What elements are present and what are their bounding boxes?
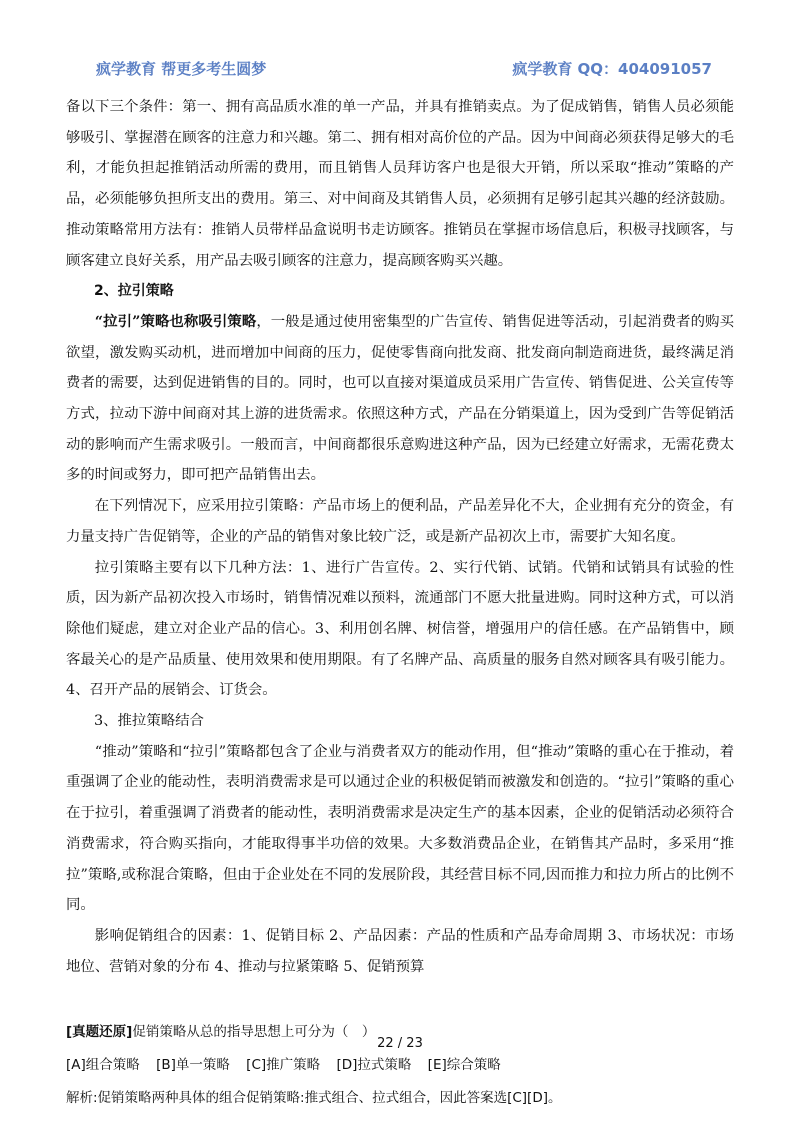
section-heading-pull-strategy: 2、拉引策略: [94, 283, 174, 300]
paragraph-pull-conditions: 在下列情况下，应采用拉引策略：产品市场上的便利品，产品差异化不大，企业拥有充分的资金，有力量支持广告促销等，企业的产品的销售对象比较广泛，或是新产品初次上市，需要扩大知名度。: [66, 498, 734, 545]
section-heading-push-pull: 3、推拉策略结合: [94, 713, 204, 730]
question-options: [66, 1049, 734, 1082]
option-b: [B]单一策略: [156, 1057, 230, 1074]
paragraph-influence-factors: 影响促销组合的因素：1、促销目标 2、产品因素：产品的性质和产品寿命周期 3、市场状况：市场地位、营销对象的分布 4、推动与拉紧策略 5、促销预算: [66, 927, 734, 975]
option-c: [C]推广策略: [246, 1057, 321, 1074]
page-number: 22 / 23: [377, 1036, 423, 1051]
paragraph-pull-methods: 拉引策略主要有以下几种方法：1、进行广告宣传。2、实行代销、试销。代销和试销具有试验的性质，因为新产品初次投入市场时，销售情况难以预料，流通部门不愿大批量进购。同时这种方式，可以消除他们疑虑，建立对企业产品的信心。3、利用创名牌、树信誉，增强用户的信任感。在产品销售中，顾客最关心的是产品质量、使用效果和使用期限。有了名牌产品、高质量的服务自然对顾客具有吸引能力。4、召开产品的展销会、订货会。: [66, 559, 734, 699]
question-tag: [真题还原]: [66, 1024, 133, 1041]
paragraph-push-pull-combination: “推动”策略和“拉引”策略都包含了企业与消费者双方的能动作用，但“推动”策略的重心在于推动，着重强调了企业的能动性，表明消费需求是可以通过企业的积极促销而被激发和创造的。“拉引”策略的重心在于拉引，着重强调了消费者的能动性，表明消费需求是决定生产的基本因素，企业的促销活动必须符合消费需求，符合购买指向，才能取得事半功倍的效果。大多数消费品企业，在销售其产品时，多采用“推拉”策略,或称混合策略，但由于企业处在不同的发展阶段，其经营目标不同,因而推力和拉力所占的比例不同。: [66, 743, 734, 914]
page-header: [0, 58, 800, 82]
spacer: [66, 982, 734, 1016]
paragraph-pull-definition: [66, 307, 734, 491]
body-content: [66, 92, 734, 1115]
paragraph-push-conditions: 备以下三个条件：第一、拥有高品质水准的单一产品，并具有推销卖点。为了促成销售，销售人员必须能够吸引、掌握潜在顾客的注意力和兴趣。第二、拥有相对高价位的产品。因为中间商必须获得足够大的毛利，才能负担起推销活动所需的费用，而且销售人员拜访客户也是很大开销，所以采取“推动”策略的产品，必须能够负担所支出的费用。第三、对中间商及其销售人员，必须拥有足够引起其兴趣的经济鼓励。推动策略常用方法有：推销人员带样品盒说明书走访顾客。推销员在掌握市场信息后，积极寻找顾客，与顾客建立良好关系，用产品去吸引顾客的注意力，提高顾客购买兴趣。: [66, 99, 734, 269]
option-d: [D]拉式策略: [336, 1057, 412, 1074]
option-e: [E]综合策略: [427, 1057, 501, 1074]
header-contact: 疯学教育 QQ：404091057: [512, 60, 712, 78]
pull-definition-text: ，一般是通过使用密集型的广告宣传、销售促进等活动，引起消费者的购买欲望，激发购买动机，进而增加中间商的压力，促使零售商向批发商、批发商向制造商进货，最终满足消费者的需要，达到促进销售的目的。同时，也可以直接对渠道成员采用广告宣传、销售促进、公关宣传等方式，拉动下游中间商对其上游的进货需求。依照这种方式，产品在分销渠道上，因为受到广告等促销活动的影响而产生需求吸引。一般而言，中间商都很乐意购进这种产品，因为已经建立好需求，无需花费太多的时间或努力，即可把产品销售出去。: [66, 313, 734, 484]
header-slogan: 疯学教育 帮更多考生圆梦: [96, 60, 267, 78]
question-text: 促销策略从总的指导思想上可分为（ ）: [132, 1024, 376, 1041]
pull-definition-term: “拉引”策略也称吸引策略: [94, 312, 257, 330]
answer-analysis: 解析:促销策略两种具体的组合促销策略:推式组合、拉式组合，因此答案选[C][D]。: [66, 1090, 562, 1107]
option-a: [A]组合策略: [66, 1057, 140, 1074]
